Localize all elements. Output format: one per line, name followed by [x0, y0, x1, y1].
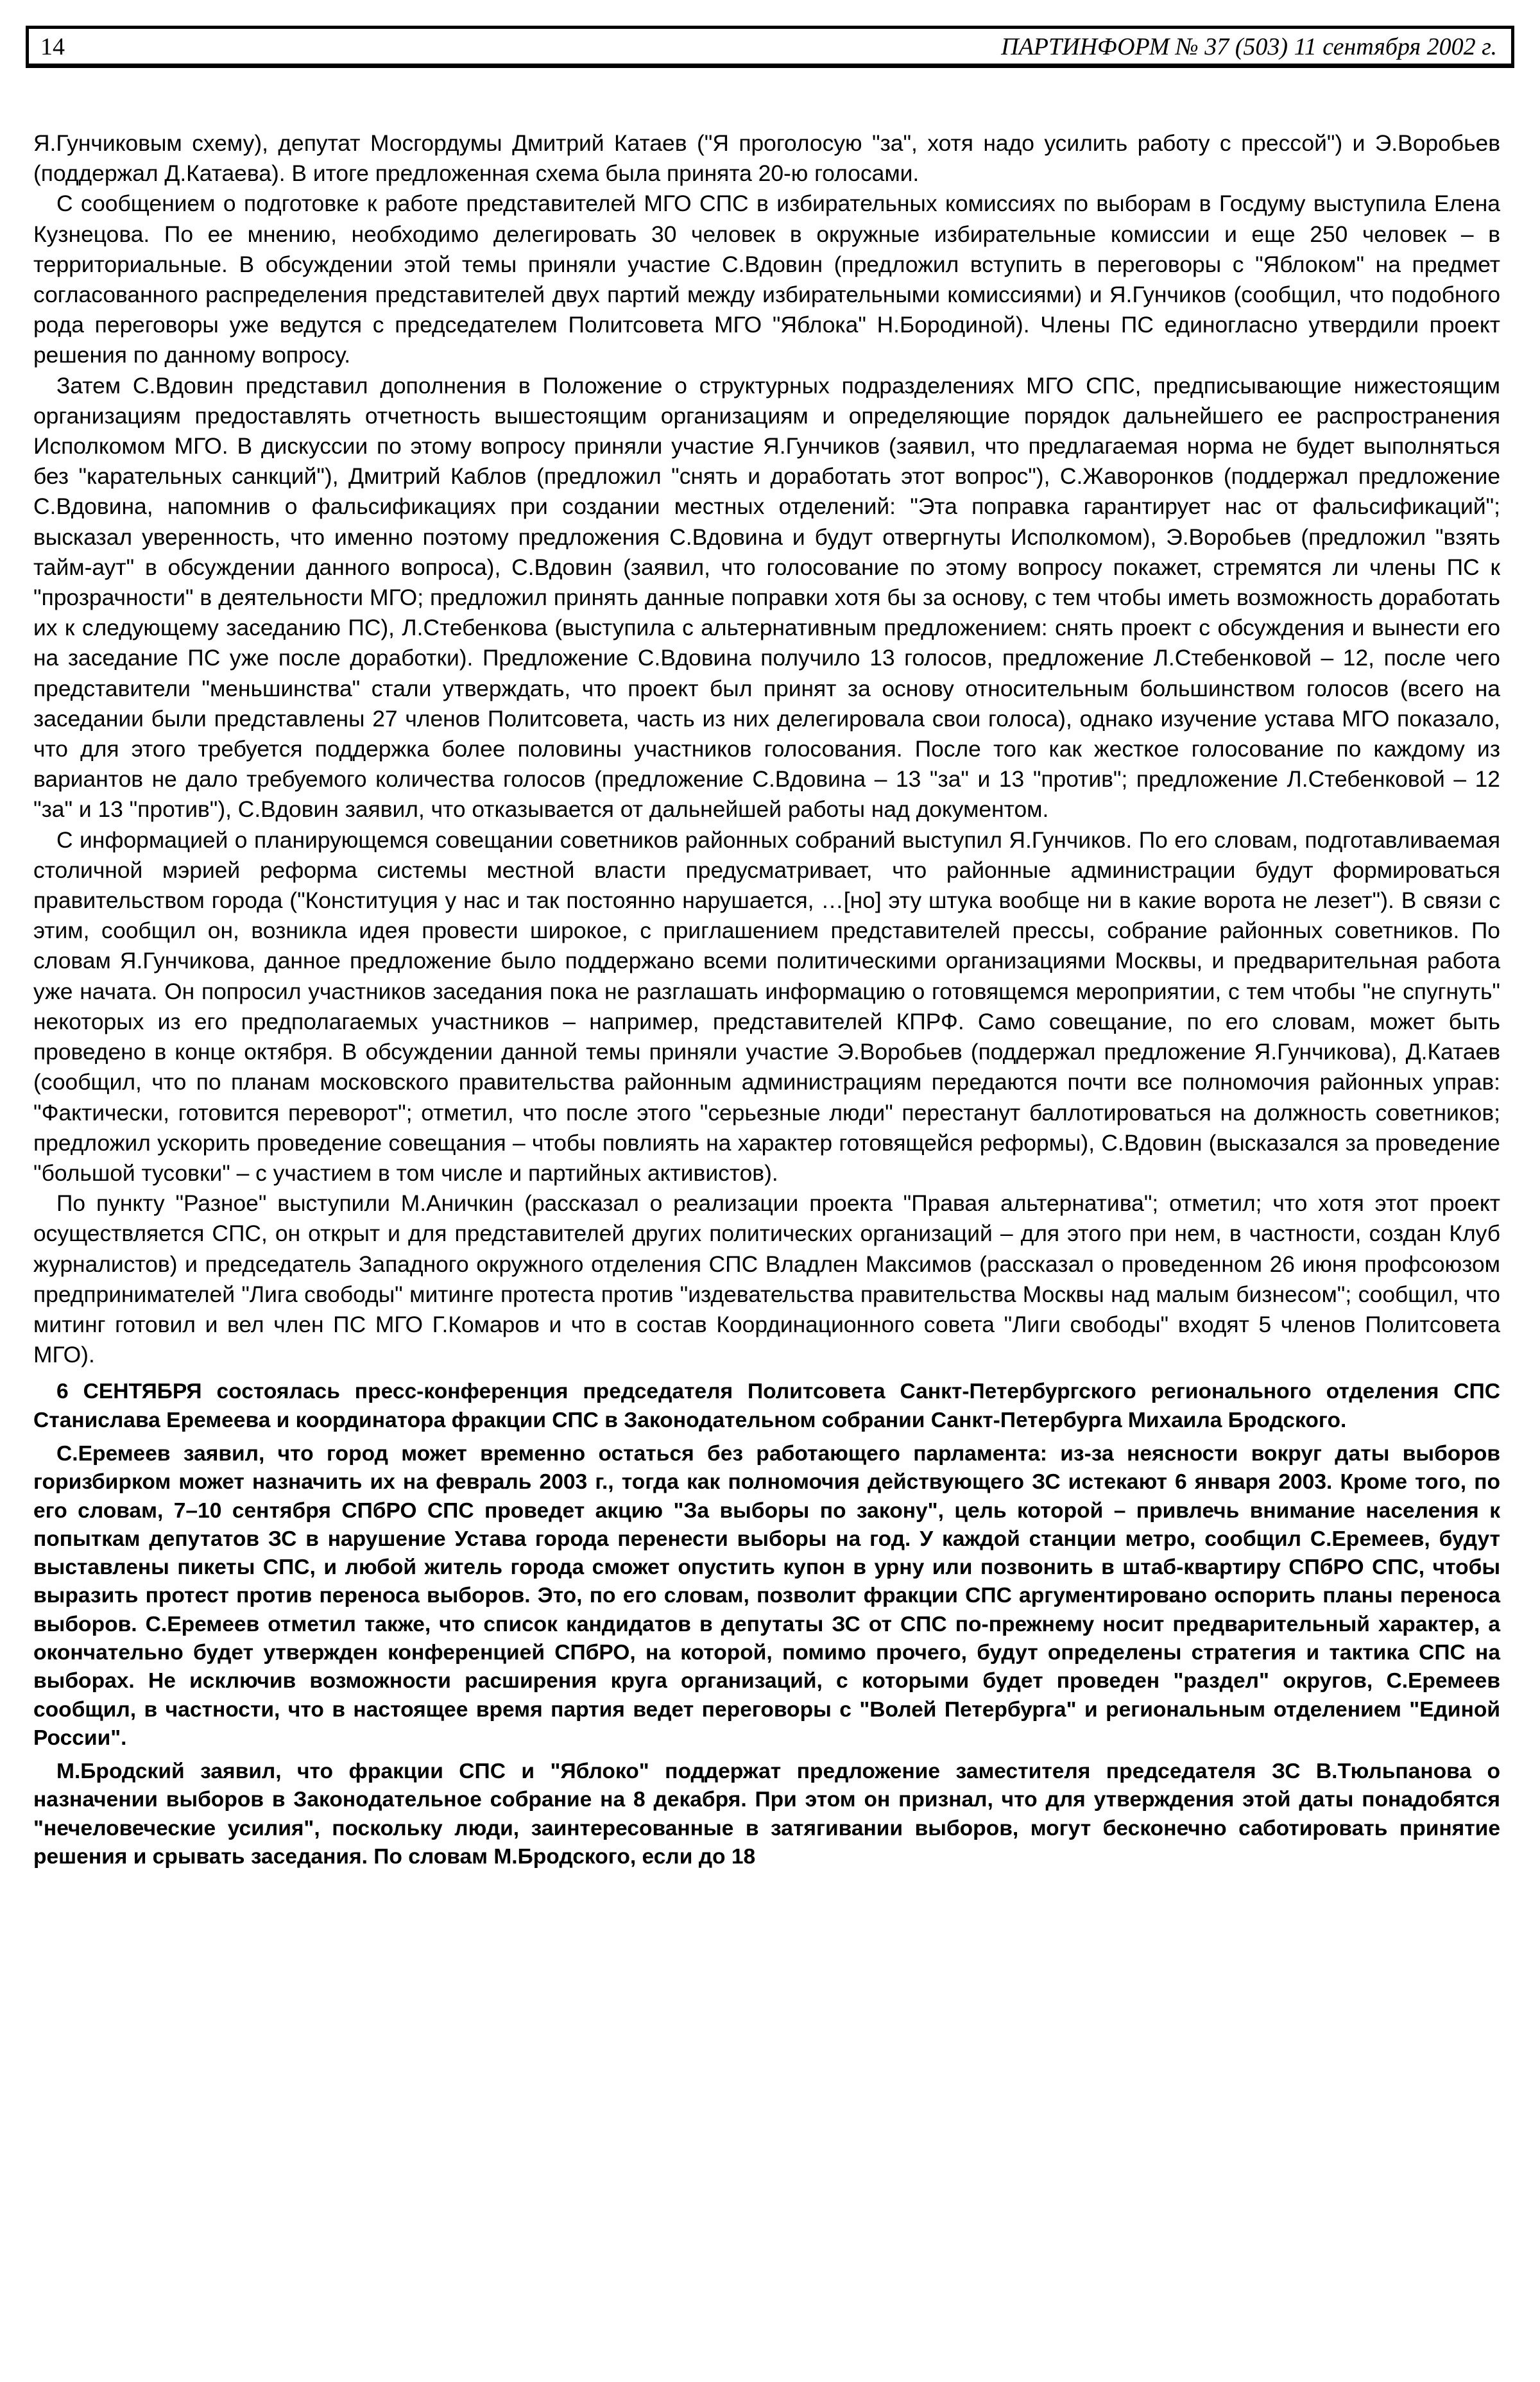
article-body — [33, 128, 1500, 1871]
paragraph-continuation: Я.Гунчиковым схему), депутат Мосгордумы Дмитрий Катаев ("Я проголосую "за", хотя надо усилить работу с прессой") и Э.Воробьев (поддержал Д.Катаева). В итоге предложенная схема была принята 20-ю голосами. — [33, 130, 1500, 187]
paragraph-press-conference-lead: 6 СЕНТЯБРЯ состоялась пресс-конференция председателя Политсовета Санкт-Петербургского регионального отделения СПС Станислава Еремеева и координатора фракции СПС в Законодательном собрании Санкт-Петербурга Михаила Бродского. — [33, 1380, 1500, 1432]
paragraph-structural-amendments: Затем С.Вдовин представил дополнения в Положение о структурных подразделениях МГО СПС, предписывающие нижестоящим организациям предоставлять отчетность вышестоящим организациям и определяющие порядок дальнейшего ее распространения Исполкомом МГО. В дискуссии по этому вопросу приняли участие Я.Гунчиков (заявил, что предлагаемая норма не будет выполняться без "карательных санкций"), Дмитрий Каблов (предложил "снять и доработать этот вопрос"), С.Жаворонков (поддержал предложение С.Вдовина, напомнив о фальсификациях при создании местных отделений: "Эта поправка гарантирует нас от фальсификаций"; высказал уверенность, что именно поэтому предложения С.Вдовина и будут отвергнуты Исполкомом), Э.Воробьев (предложил "взять тайм-аут" в обсуждении данного вопроса), С.Вдовин (заявил, что голосование по этому вопросу покажет, стремятся ли члены ПС к "прозрачности" в деятельности МГО; предложил принять данные поправки хотя бы за основу, с тем чтобы иметь возможность доработать их к следующему заседанию ПС), Л.Стебенкова (выступила с альтернативным предложением: снять проект с обсуждения и вынести его на заседание ПС уже после доработки). Предложение С.Вдовина получило 13 голосов, предложение Л.Стебенковой – 12, после чего представители "меньшинства" стали утверждать, что проект был принят за основу относительным большинством голосов (всего на заседании были представлены 27 членов Политсовета, часть из них делегировала свои голоса), однако изучение устава МГО показало, что для этого требуется поддержка более половины участников голосования. После того как жесткое голосование по каждому из вариантов не дало требуемого количества голосов (предложение С.Вдовина – 13 "за" и 13 "против"; предложение Л.Стебенковой – 12 "за" и 13 "против"), С.Вдовин заявил, что отказывается от дальнейшей работы над документом. — [33, 372, 1500, 823]
paragraph-district-councils: С информацией о планирующемся совещании советников районных собраний выступил Я.Гунчиков. По его словам, подготавливаемая столичной мэрией реформа системы местной власти предусматривает, что районные администрации будут формироваться правительством города ("Конституция у нас и так постоянно нарушается, …[но] эту штука вообще ни в какие ворота не лезет"). В связи с этим, сообщил он, возникла идея провести широкое, с приглашением представителей прессы, собрание районных советников. По словам Я.Гунчикова, данное предложение было поддержано всеми политическими организациями Москвы, и предварительная работа уже начата. Он попросил участников заседания пока не разглашать информацию о готовящемся мероприятии, с тем чтобы "не спугнуть" некоторых из его предполагаемых участников – например, представителей КПРФ. Само совещание, по его словам, может быть проведено в конце октября. В обсуждении данной темы приняли участие Э.Воробьев (поддержал предложение Я.Гунчикова), Д.Катаев (сообщил, что по планам московского правительства районным администрациям передаются почти все полномочия районных управ: "Фактически, готовится переворот"; отметил, что после этого "серьезные люди" перестанут баллотироваться на должность советников; предложил ускорить проведение совещания – чтобы повлиять на характер готовящейся реформы), С.Вдовин (высказался за проведение "большой тусовки" – с участием в том числе и партийных активистов). — [33, 827, 1500, 1186]
page-number: 14 — [40, 33, 65, 60]
paragraph-brodsky-statement: М.Бродский заявил, что фракции СПС и "Яблоко" поддержат предложение заместителя председателя ЗС В.Тюльпанова о назначении выборов в Законодательное собрание на 8 декабря. При этом он признал, что для утверждения этой даты понадобятся "нечеловеческие усилия", поскольку люди, заинтересованные в затягивании выборов, могут бесконечно саботировать принятие решения и срывать заседания. По словам М.Бродского, если до 18 — [33, 1760, 1500, 1869]
issue-title: ПАРТИНФОРМ № 37 (503) 11 сентября 2002 г. — [1001, 33, 1497, 60]
paragraph-eremeev-statement: С.Еремеев заявил, что город может временно остаться без работающего парламента: из-за неясности вокруг даты выборов горизбирком может назначить их на февраль 2003 г., тогда как полномочия действующего ЗС истекают 6 января 2003. Кроме того, по его словам, 7–10 сентября СПбРО СПС проведет акцию "За выборы по закону", цель которой – привлечь внимание населения к попыткам депутатов ЗС в нарушение Устава города перенести выборы на год. У каждой станции метро, сообщил С.Еремеев, будут выставлены пикеты СПС, и любой житель города сможет опустить купон в урну или позвонить в штаб-квартиру СПбРО СПС, чтобы выразить протест против переноса выборов. Это, по его словам, позволит фракции СПС аргументировано оспорить планы переноса выборов. С.Еремеев отметил также, что список кандидатов в депутаты ЗС от СПС по-прежнему носит предварительный характер, а окончательно будет утвержден конференцией СПбРО, на которой, помимо прочего, будут определены стратегия и тактика СПС на выборах. Не исключив возможности расширения круга организаций, с которыми будет проведен "раздел" округов, С.Еремеев сообщил, в частности, что в настоящее время партия ведет переговоры с "Волей Петербурга" и региональным отделением "Единой России". — [33, 1441, 1500, 1750]
paragraph-miscellaneous: По пункту "Разное" выступили М.Аничкин (рассказал о реализации проекта "Правая альтернатива"; отметил; что хотя этот проект осуществляется СПС, он открыт и для представителей других политических организаций – для этого при нем, в частности, создан Клуб журналистов) и председатель Западного окружного отделения СПС Владлен Максимов (рассказал о проведенном 26 июня профсоюзом предпринимателей "Лига свободы" митинге протеста против "издевательства правительства Москвы над малым бизнесом"; сообщил, что митинг готовил и вел член ПС МГО Г.Комаров и что в состав Координационного совета "Лиги свободы" входят 5 членов Политсовета МГО). — [33, 1190, 1500, 1368]
paragraph-elections-commissions: С сообщением о подготовке к работе представителей МГО СПС в избирательных комиссиях по выборам в Госдуму выступила Елена Кузнецова. По ее мнению, необходимо делегировать 30 человек в окружные избирательные комиссии и еще 250 человек – в территориальные. В обсуждении этой темы приняли участие С.Вдовин (предложил вступить в переговоры с "Яблоком" на предмет согласованного распределения представителей двух партий между избирательными комиссиями) и Я.Гунчиков (сообщил, что подобного рода переговоры уже ведутся с председателем Политсовета МГО "Яблока" Н.Бородиной). Члены ПС единогласно утвердили проект решения по данному вопросу. — [33, 191, 1500, 368]
page-header — [26, 26, 1514, 68]
